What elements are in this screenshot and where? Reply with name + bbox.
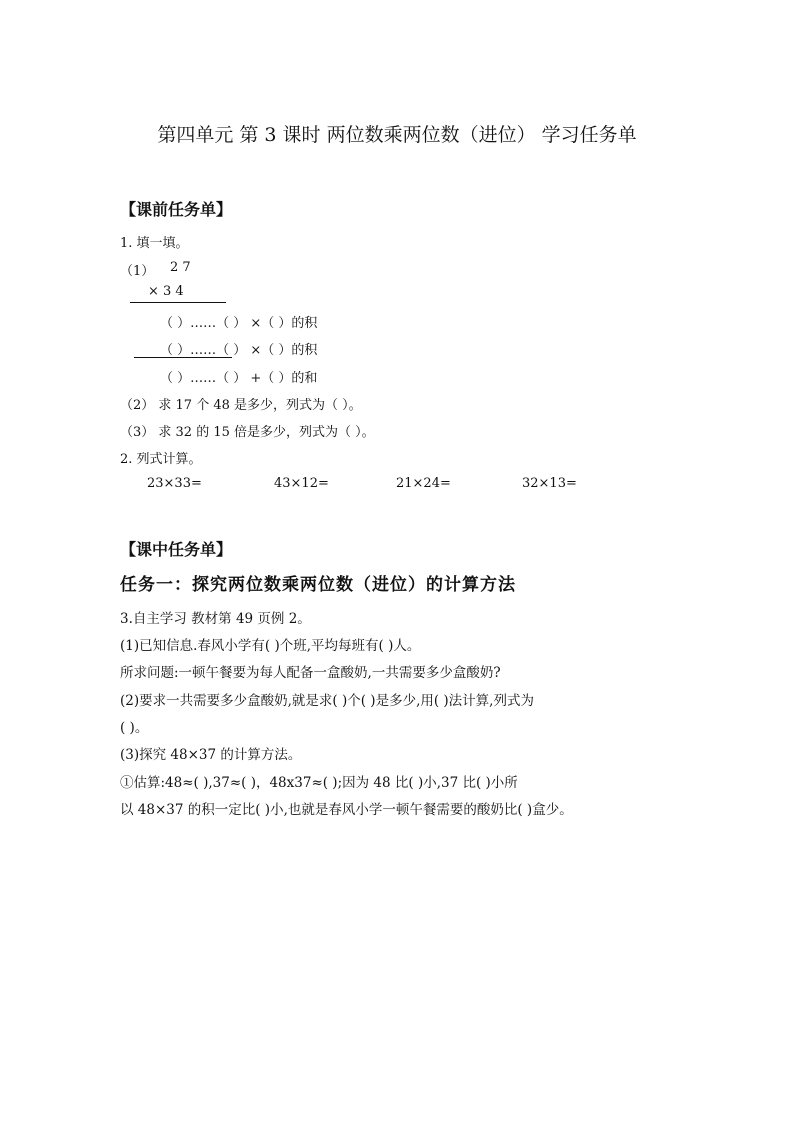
- page-title: 第四单元 第 3 课时 两位数乘两位数（进位） 学习任务单: [157, 124, 637, 146]
- part-2-line-1: (2)要求一共需要多少盒酸奶,就是求( )个( )是多少,用( )法计算,列式为: [120, 693, 534, 709]
- vertical-rule-2: [134, 357, 232, 358]
- problem-question: 所求问题:一顿午餐要为每人配备一盒酸奶,一共需要多少盒酸奶?: [120, 665, 501, 681]
- part-2-line-2: ( )。: [120, 720, 149, 736]
- study-instruction: 3.自主学习 教材第 49 页例 2。: [120, 611, 311, 627]
- product-sum-row: （ ）……（ ） +（ ）的和: [160, 371, 318, 386]
- calc-item: 23×33=: [147, 476, 202, 491]
- question-1-3: （3） 求 32 的 15 倍是多少，列式为（ ）。: [120, 425, 375, 440]
- estimate-line-1: ①估算:48≈( ),37≈( )，48x37≈( );因为 48 比( )小,37 比( )小所: [120, 775, 518, 791]
- vertical-calc-label: （1）: [120, 264, 155, 279]
- calc-item: 32×13=: [522, 476, 577, 491]
- partial-product-row-2: （ ）……（ ） ×（ ）的积: [160, 343, 318, 358]
- vertical-multiplicand: 2 7: [170, 260, 191, 275]
- vertical-rule-1: [130, 302, 226, 303]
- part-3-title: (3)探究 48×37 的计算方法。: [120, 747, 302, 763]
- question-1-2: （2） 求 17 个 48 是多少，列式为（ ）。: [120, 398, 362, 413]
- calc-item: 21×24=: [396, 476, 451, 491]
- known-info: (1)已知信息.春风小学有( )个班,平均每班有( )人。: [120, 638, 421, 654]
- question-2-title: 2. 列式计算。: [120, 452, 202, 467]
- vertical-multiplier: × 3 4: [148, 284, 184, 299]
- calc-item: 43×12=: [274, 476, 329, 491]
- in-class-heading: 【课中任务单】: [120, 540, 233, 559]
- partial-product-row-1: （ ）……（ ） ×（ ）的积: [160, 316, 318, 331]
- estimate-line-2: 以 48×37 的积一定比( )小,也就是春风小学一顿午餐需要的酸奶比( )盒少。: [120, 802, 573, 818]
- pre-class-heading: 【课前任务单】: [120, 200, 233, 219]
- question-1-title: 1. 填一填。: [120, 236, 189, 251]
- task-1-title: 任务一：探究两位数乘两位数（进位）的计算方法: [120, 575, 516, 595]
